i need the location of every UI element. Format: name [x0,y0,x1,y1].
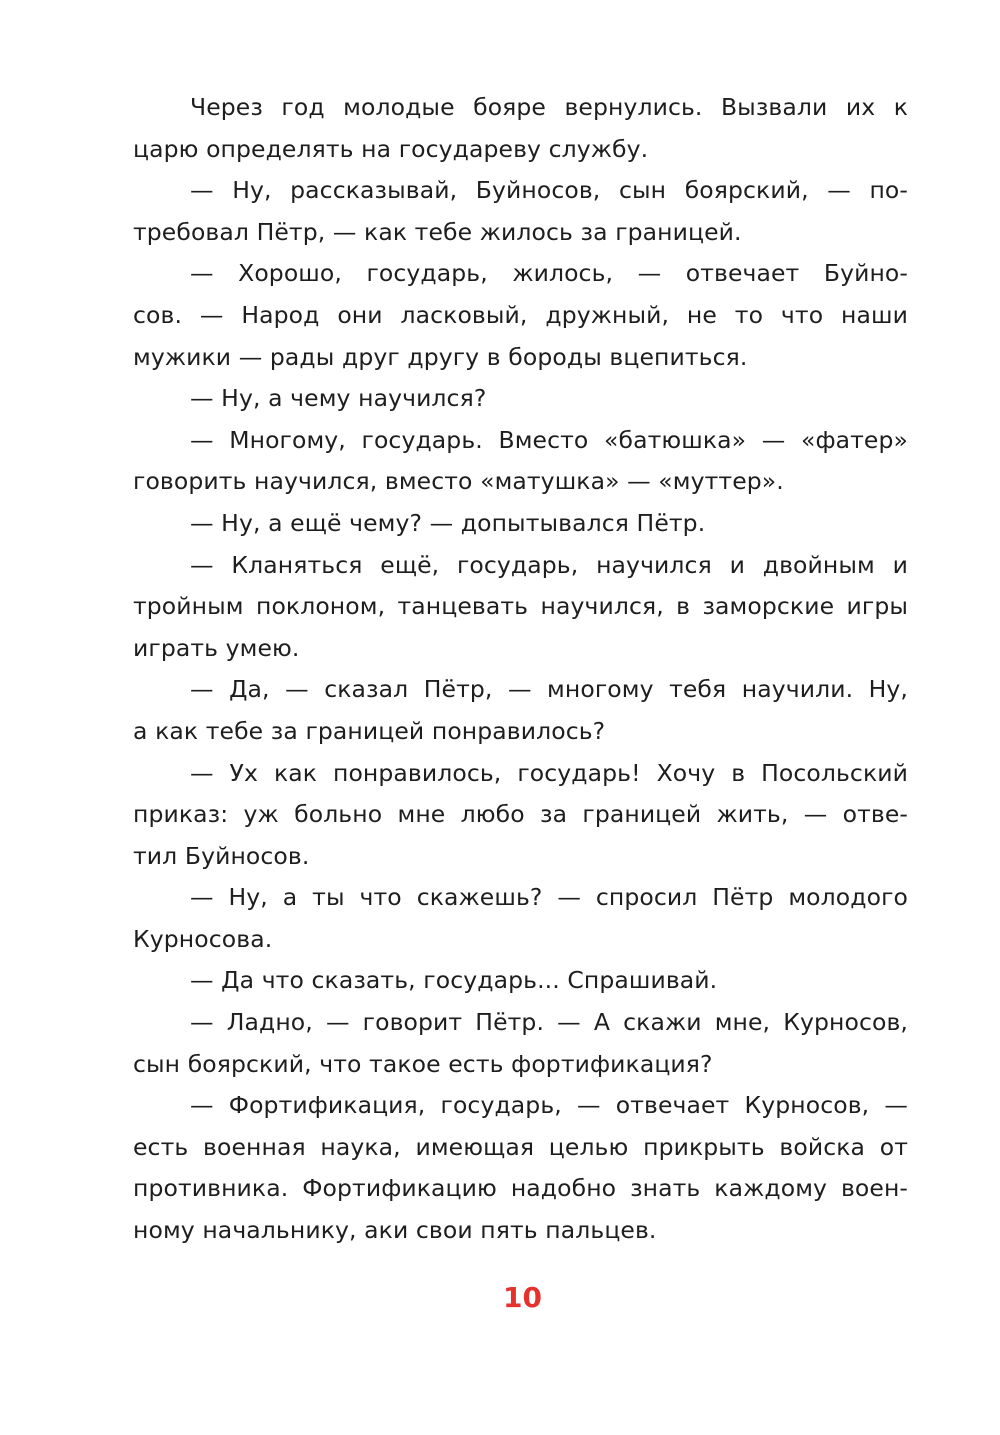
text-line: — Ну, а чему научился? [190,384,487,413]
text-line: царю определять на государеву службу. [133,134,649,163]
text-line: требовал Пётр, — как тебе жилось за границей. [133,217,742,246]
text-line: тройным поклоном, танцевать научился, в заморские игры [133,592,908,621]
text-line: Через год молодые бояре вернулись. Вызвали их к [190,93,908,121]
page-number: 10 [503,1281,542,1314]
text-line: — Ладно, — говорит Пётр. — А скажи мне, Курносов, [190,1008,908,1037]
text-line: — Ух как понравилось, государь! Хочу в Посольский [190,758,908,787]
text-line: — Многому, государь. Вместо «батюшка» — «фатер» [190,425,908,454]
text-line: — Ну, рассказывай, Буйносов, сын боярский, — по- [190,176,908,205]
text-line: а как тебе за границей понравилось? [133,716,606,745]
text-line: — Да что сказать, государь... Спрашивай. [190,966,718,995]
text-line: — Кланяться ещё, государь, научился и двойным и [190,550,908,579]
text-line: тил Буйносов. [133,841,310,870]
text-line: — Ну, а ещё чему? — допытывался Пётр. [190,508,706,537]
page-body-text [133,87,908,1252]
text-line: противника. Фортификацию надобно знать каждому воен- [133,1174,908,1203]
text-line: — Хорошо, государь, жилось, — отвечает Буйно- [190,259,908,288]
text-line: мужики — рады друг другу в бороды вцепиться. [133,342,748,371]
text-line: Курносова. [133,924,273,953]
text-line: есть военная наука, имеющая целью прикрыть войска от [133,1132,908,1161]
text-line: — Фортификация, государь, — отвечает Курносов, — [190,1091,908,1120]
text-line: сов. — Народ они ласковый, дружный, не то что наши [133,300,908,329]
text-line: ному начальнику, аки свои пять пальцев. [133,1216,657,1245]
text-line: приказ: уж больно мне любо за границей жить, — отве- [133,800,908,829]
text-line: играть умею. [133,633,300,662]
text-line: сын боярский, что такое есть фортификация? [133,1049,713,1078]
text-line: — Ну, а ты что скажешь? — спросил Пётр молодого [190,883,908,912]
text-line: говорить научился, вместо «матушка» — «муттер». [133,467,784,496]
text-line: — Да, — сказал Пётр, — многому тебя научили. Ну, [190,675,908,704]
